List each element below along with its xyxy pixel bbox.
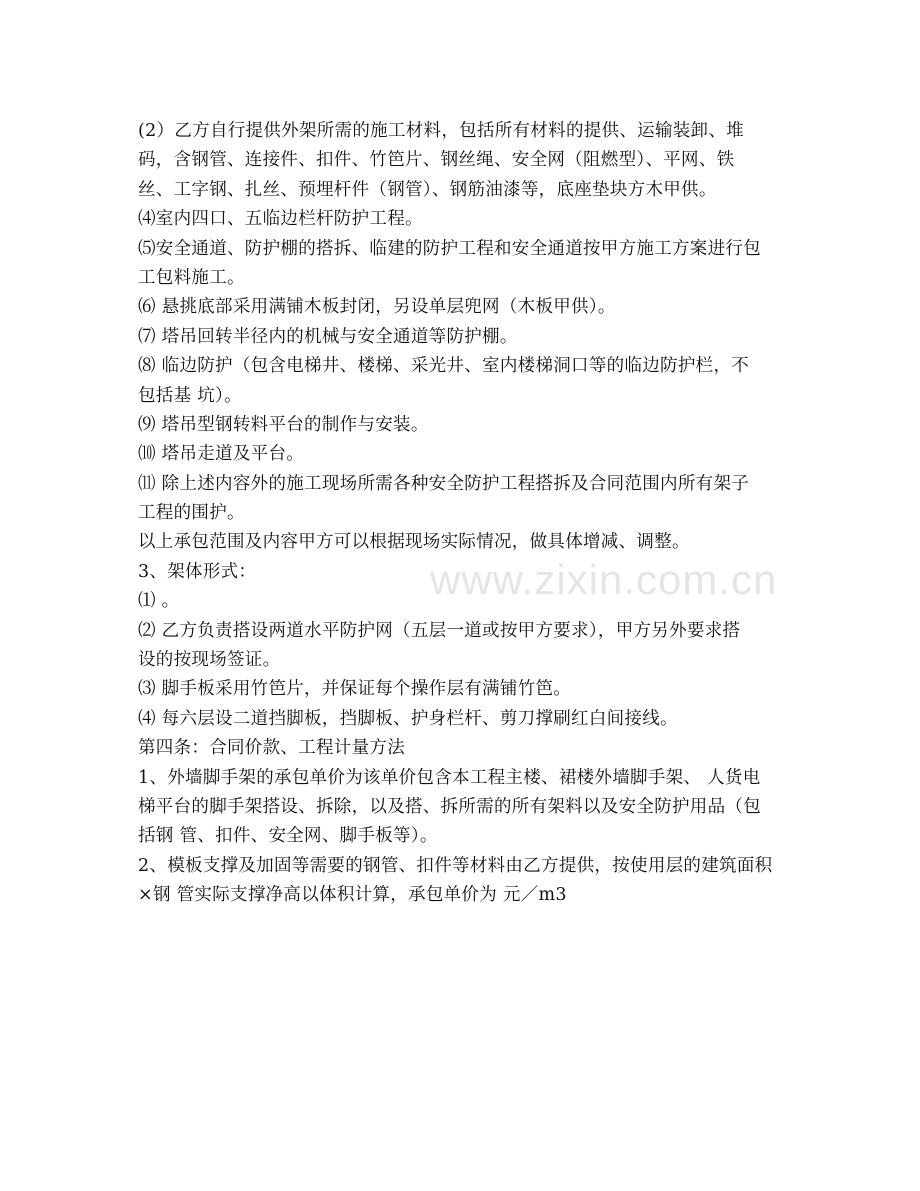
text-line: 工包料施工。 [138, 267, 245, 288]
text-line: ⑻ 临边防护（包含电梯井、楼梯、采光井、室内楼梯洞口等的临边防护栏，不 [138, 356, 750, 377]
text-line: 1、外墙脚手架的承包单价为该单价包含本工程主楼、裙楼外墙脚手架、 人货电 [138, 767, 761, 788]
text-line: ⑶ 脚手板采用竹笆片，并保证每个操作层有满铺竹笆。 [138, 679, 572, 700]
text-line: ⑽ 塔吊走道及平台。 [138, 444, 305, 465]
text-line: 括钢 管、扣件、安全网、脚手板等）。 [138, 826, 438, 847]
text-line: 码，含钢管、连接件、扣件、竹笆片、钢丝绳、安全网（阻燃型）、平网、铁 [138, 150, 735, 171]
section-heading: 第四条：合同价款、工程计量方法 [138, 738, 405, 759]
text-line: 2、模板支撑及加固等需要的钢管、扣件等材料由乙方提供，按使用层的建筑面积 [138, 855, 773, 876]
text-line: ⑷ 每六层设二道挡脚板，挡脚板、护身栏杆、剪刀撑刷红白间接线。 [138, 708, 678, 729]
text-line: ⑹ 悬挑底部采用满铺木板封闭，另设单层兜网（木板甲供）。 [138, 297, 616, 318]
text-line: ⑵ 乙方负责搭设两道水平防护网（五层一道或按甲方要求），甲方另外要求搭 [138, 620, 741, 641]
text-line: ⑺ 塔吊回转半径内的机械与安全通道等防护棚。 [138, 326, 518, 347]
watermark: www.zixin.com.cn [430, 556, 778, 603]
text-line: 以上承包范围及内容甲方可以根据现场实际情况，做具体增减、调整。 [138, 532, 690, 553]
text-line: ⑸安全通道、防护棚的搭拆、临建的防护工程和安全通道按甲方施工方案进行包 [138, 238, 761, 259]
section-heading: 3、架体形式： [138, 561, 257, 582]
text-line: ⑷室内四口、五临边栏杆防护工程。 [138, 209, 423, 230]
text-line: 工程的围护。 [138, 503, 245, 524]
text-line: 梯平台的脚手架搭设、拆除，以及搭、拆所需的所有架料以及安全防护用品（包 [138, 796, 761, 817]
text-line: ⑴ 。 [138, 591, 180, 612]
document-body [138, 117, 788, 911]
text-line: (2）乙方自行提供外架所需的施工材料，包括所有材料的提供、运输装卸、堆 [138, 121, 744, 141]
text-line: ×钢 管实际支撑净高以体积计算，承包单价为 元／m3 [138, 885, 567, 906]
text-line: ⑾ 除上述内容外的施工现场所需各种安全防护工程搭拆及合同范围内所有架子 [138, 473, 750, 494]
text-line: ⑼ 塔吊型钢转料平台的制作与安装。 [138, 414, 429, 435]
text-line: 包括基 坑）。 [138, 385, 242, 406]
text-line: 设的按现场签证。 [138, 650, 281, 671]
text-line: 丝、工字钢、扎丝、预埋杆件（钢管）、钢筋油漆等，底座垫块方木甲供。 [138, 179, 717, 200]
